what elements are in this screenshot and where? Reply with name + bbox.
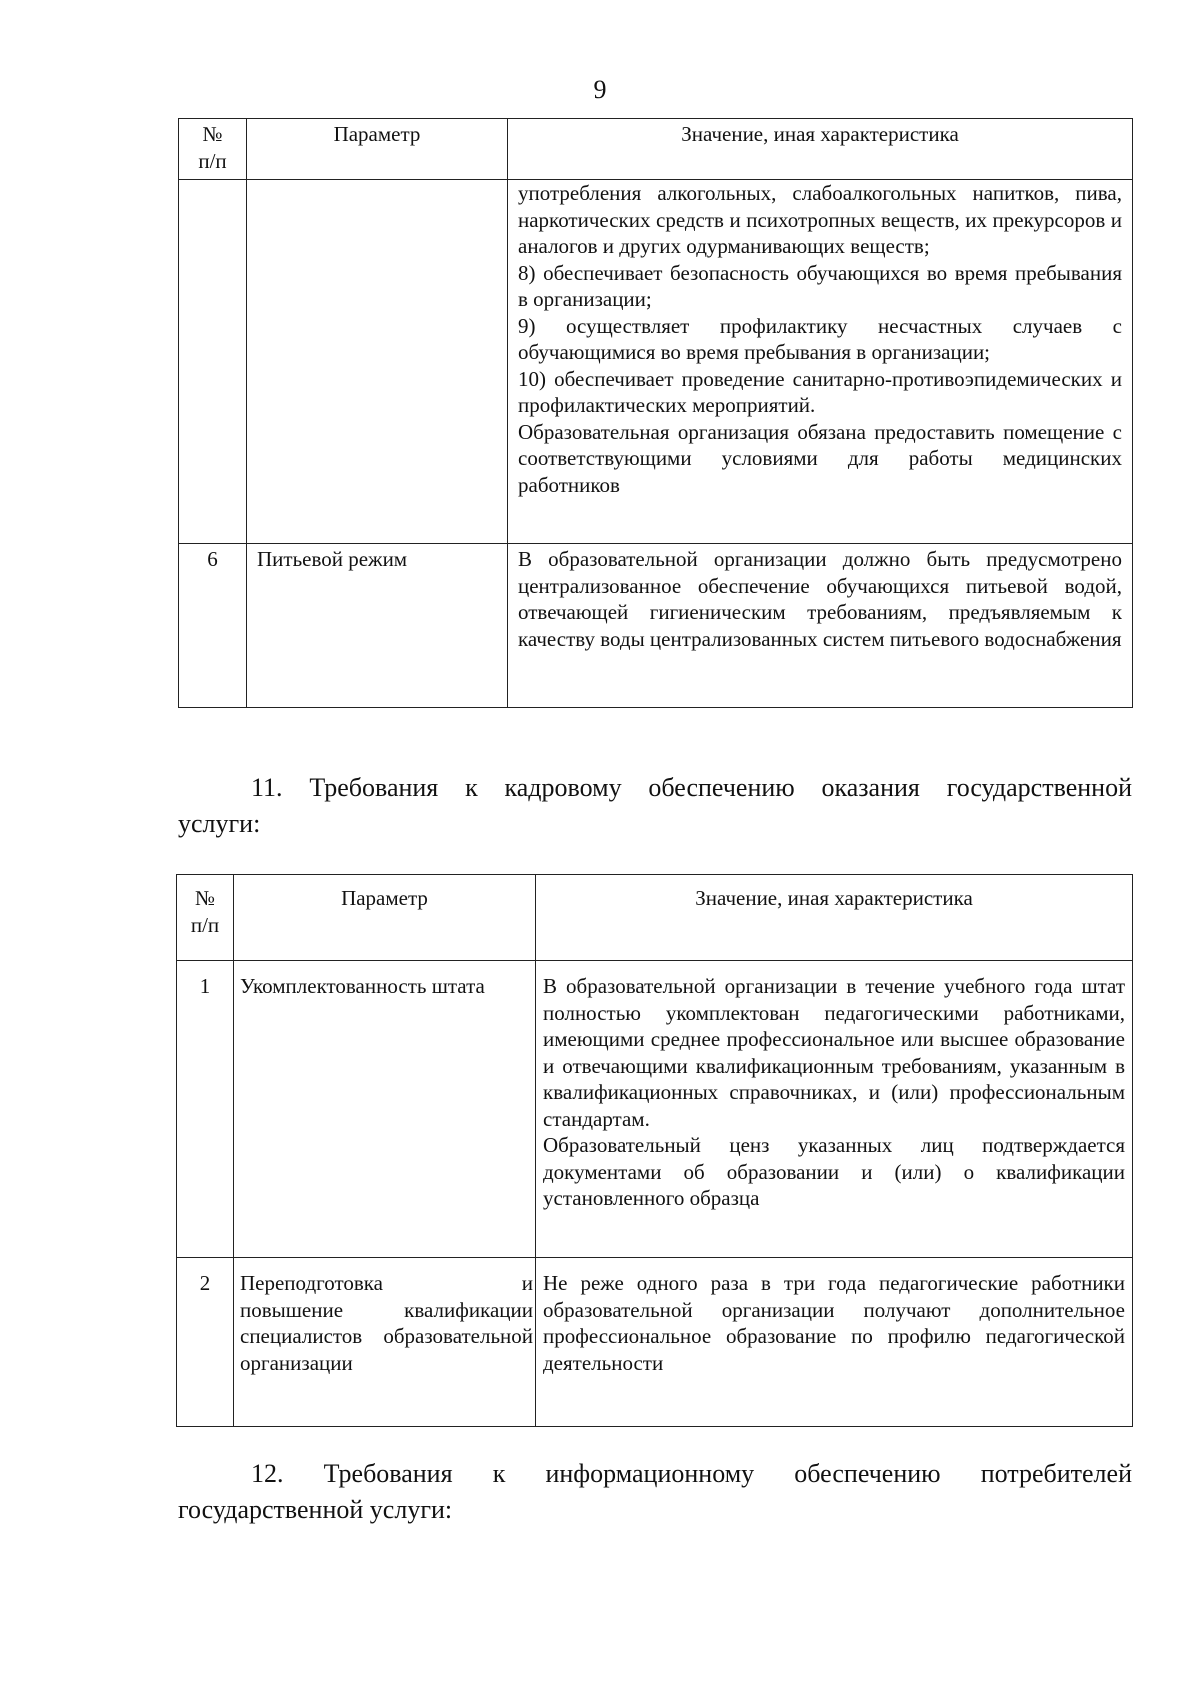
row-value: Не реже одного раза в три года педагогические работники образовательной организации получают дополнительное профессиональное образование по профилю педагогической деятельности	[536, 1258, 1133, 1427]
value-paragraph: Образовательный ценз указанных лиц подтверждается документами об образовании и (или) о квалификации установленного образца	[543, 1133, 1125, 1210]
row-num: 2	[177, 1258, 234, 1427]
header-param: Параметр	[247, 119, 508, 180]
value-paragraph: Образовательная организация обязана предоставить помещение с соответствующими условиями для работы медицинских работников	[518, 419, 1122, 497]
value-paragraph: В образовательной организации в течение учебного года штат полностью укомплектован педагогическими работниками, имеющими среднее профессиональное или высшее образование и отвечающими квалификационным требованиям, указанным в квалификационных справочниках, и (или) профессиональным стандартам.	[543, 974, 1125, 1131]
value-paragraph: 8) обеспечивает безопасность обучающихся во время пребывания в организации;	[518, 260, 1122, 311]
row-param: Питьевой режим	[247, 544, 508, 708]
section-12-heading	[178, 1456, 1132, 1528]
header-num: № п/п	[179, 119, 247, 180]
row-param	[247, 180, 508, 544]
header-param: Параметр	[234, 875, 536, 961]
table-row	[177, 1258, 1133, 1427]
header-num: № п/п	[177, 875, 234, 961]
section-12-line2: государственной услуги:	[178, 1495, 453, 1524]
value-paragraph: 10) обеспечивает проведение санитарно-противоэпидемических и профилактических мероприятий.	[518, 366, 1122, 417]
table-header-row	[177, 875, 1133, 961]
row-value	[508, 180, 1133, 544]
param-line: Переподготовка и	[240, 1271, 533, 1295]
page-number: 9	[593, 75, 607, 104]
row-num: 1	[177, 961, 234, 1258]
table-row	[179, 180, 1133, 544]
param-line: повышение квалификации специалистов образовательной организации	[240, 1297, 533, 1375]
table-medical-and-water	[178, 118, 1133, 708]
section-11-heading	[178, 770, 1132, 842]
section-11-line2: услуги:	[178, 809, 261, 838]
header-value: Значение, иная характеристика	[536, 875, 1133, 961]
row-num: 6	[179, 544, 247, 708]
section-12-line1: 12. Требования к информационному обеспечению потребителей	[251, 1459, 1132, 1488]
row-num	[179, 180, 247, 544]
header-value: Значение, иная характеристика	[508, 119, 1133, 180]
table-row	[177, 961, 1133, 1258]
row-value: В образовательной организации должно быть предусмотрено централизованное обеспечение обучающихся питьевой водой, отвечающей гигиеническим требованиям, предъявляемым к качеству воды централизованных систем питьевого водоснабжения	[508, 544, 1133, 708]
row-value	[536, 961, 1133, 1258]
section-11-line1: 11. Требования к кадровому обеспечению оказания государственной	[251, 773, 1132, 802]
table-staffing	[176, 874, 1133, 1427]
table-row	[179, 544, 1133, 708]
value-paragraph: 9) осуществляет профилактику несчастных случаев с обучающимися во время пребывания в организации;	[518, 313, 1122, 364]
row-param	[234, 1258, 536, 1427]
value-paragraph: употребления алкогольных, слабоалкогольных напитков, пива, наркотических средств и психотропных веществ, их прекурсоров и аналогов и других одурманивающих веществ;	[518, 181, 1122, 258]
row-param: Укомплектованность штата	[234, 961, 536, 1258]
table-header-row	[179, 119, 1133, 180]
